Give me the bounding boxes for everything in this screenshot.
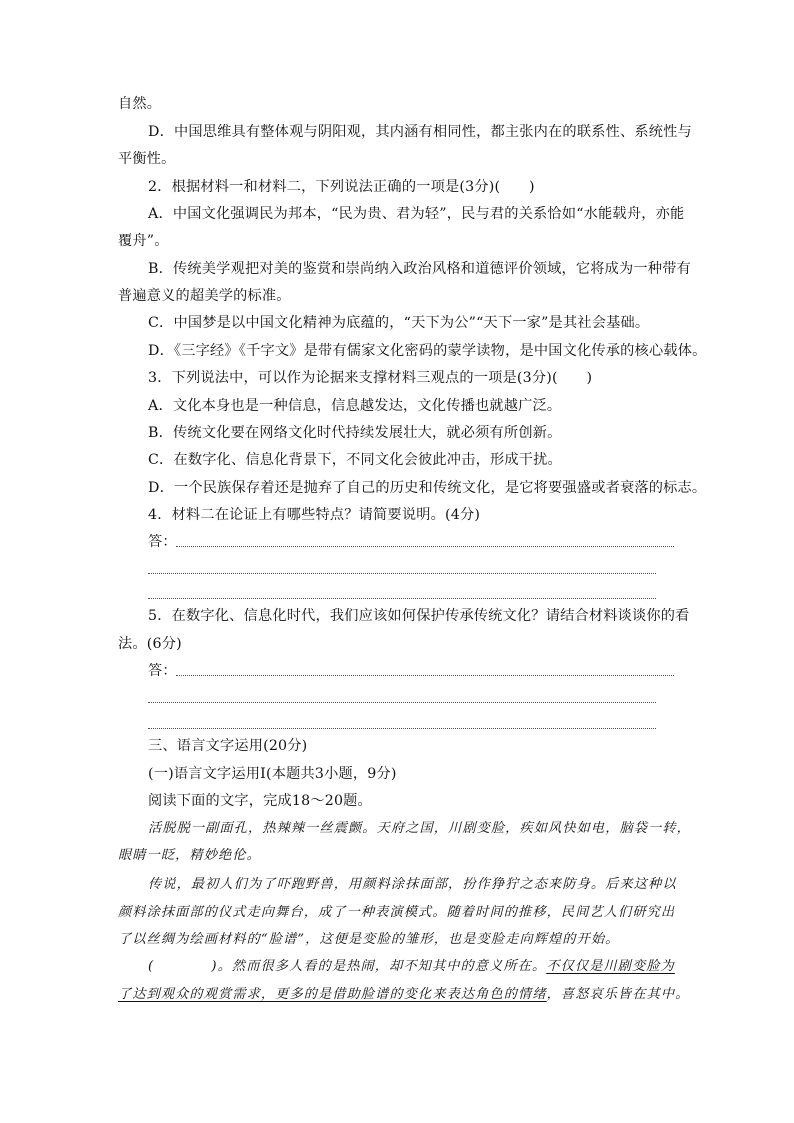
q5-answer-label: 答： bbox=[148, 663, 177, 679]
q5-answer-line-3[interactable] bbox=[148, 728, 656, 729]
passage-p3-underlined-1: 不仅仅是川剧变脸为 bbox=[546, 959, 675, 974]
passage-p1-line2: 眼睛一眨，精妙绝伦。 bbox=[118, 848, 261, 863]
question-5-cont: 法。(6分) bbox=[118, 636, 182, 652]
line-ziran: 自然。 bbox=[118, 96, 162, 112]
q4-answer-label: 答： bbox=[148, 534, 177, 550]
passage-p3-blank-text: ( )。然而很多人看的是热闹，却不知其中的意义所在。 bbox=[148, 959, 547, 974]
passage-p3-line2 bbox=[118, 985, 690, 1005]
passage-p2-line2: 颜料涂抹面部的仪式走向舞台，成了一种表演模式。随着时间的推移，民间艺人们研究出 bbox=[118, 905, 676, 920]
q5-answer-line-1[interactable] bbox=[176, 675, 674, 676]
q4-answer-line-3[interactable] bbox=[148, 598, 656, 599]
question-3: 3．下列说法中，可以作为论据来支撑材料三观点的一项是(3分)( ) bbox=[148, 370, 593, 386]
q2-option-a-cont: 覆舟”。 bbox=[118, 233, 169, 249]
passage-p3-line1 bbox=[148, 957, 678, 977]
q1-option-d: D．中国思维具有整体观与阴阳观，其内涵有相同性，都主张内在的联系性、系统性与 bbox=[148, 124, 692, 140]
q5-answer-line-2[interactable] bbox=[148, 702, 656, 703]
passage-p1-line1: 活脱脱一副面孔，热辣辣一丝震颤。天府之国，川剧变脸，疾如风快如电，脑袋一转， bbox=[148, 821, 691, 836]
q2-option-c: C．中国梦是以中国文化精神为底蕴的，“天下为公”“天下一家”是其社会基础。 bbox=[148, 315, 650, 331]
subsection-heading: (一)语言文字运用Ⅰ(本题共3小题，9分) bbox=[148, 766, 397, 782]
question-2: 2．根据材料一和材料二，下列说法正确的一项是(3分)( ) bbox=[148, 179, 535, 195]
q4-answer-line-1[interactable] bbox=[176, 546, 674, 547]
passage-p3-underlined-2: 了达到观众的观赏需求，更多的是借助脸谱的变化来表达角色的情绪 bbox=[118, 987, 547, 1002]
reading-instruction: 阅读下面的文字，完成18～20题。 bbox=[148, 793, 372, 809]
passage-p2-line1: 传说，最初人们为了吓跑野兽，用颜料涂抹面部，扮作狰狞之态来防身。后来这种以 bbox=[148, 877, 677, 892]
q3-option-d: D．一个民族保存着还是抛弃了自己的历史和传统文化，是它将要强盛或者衰落的标志。 bbox=[148, 480, 707, 496]
q1-option-d-cont: 平衡性。 bbox=[118, 151, 176, 167]
passage-p3-tail: ，喜怒哀乐皆在其中。 bbox=[546, 987, 690, 1002]
q2-option-b-cont: 普遍意义的超美学的标准。 bbox=[118, 288, 291, 304]
question-4: 4．材料二在论证上有哪些特点？请简要说明。(4分) bbox=[148, 507, 481, 523]
q2-option-b: B．传统美学观把对美的鉴赏和崇尚纳入政治风格和道德评价领域，它将成为一种带有 bbox=[148, 261, 691, 277]
q2-option-d: D．《三字经》《千字文》是带有儒家文化密码的蒙学读物，是中国文化传承的核心载体。 bbox=[148, 343, 707, 359]
section-three-heading: 三、语言文字运用(20分) bbox=[148, 738, 308, 754]
q2-option-a: A．中国文化强调民为邦本，“民为贵、君为轻”，民与君的关系恰如“水能载舟，亦能 bbox=[148, 206, 685, 222]
passage-p2-line3: 了以丝绸为绘画材料的“脸谱”，这便是变脸的雏形，也是变脸走向辉煌的开始。 bbox=[118, 932, 620, 947]
q4-answer-line-2[interactable] bbox=[148, 573, 656, 574]
question-5: 5．在数字化、信息化时代，我们应该如何保护传承传统文化？请结合材料谈谈你的看 bbox=[148, 608, 690, 624]
q3-option-a: A．文化本身也是一种信息，信息越发达，文化传播也就越广泛。 bbox=[148, 398, 562, 414]
q3-option-b: B．传统文化要在网络文化时代持续发展壮大，就必须有所创新。 bbox=[148, 425, 562, 441]
q3-option-c: C．在数字化、信息化背景下，不同文化会彼此冲击，形成干扰。 bbox=[148, 452, 562, 468]
